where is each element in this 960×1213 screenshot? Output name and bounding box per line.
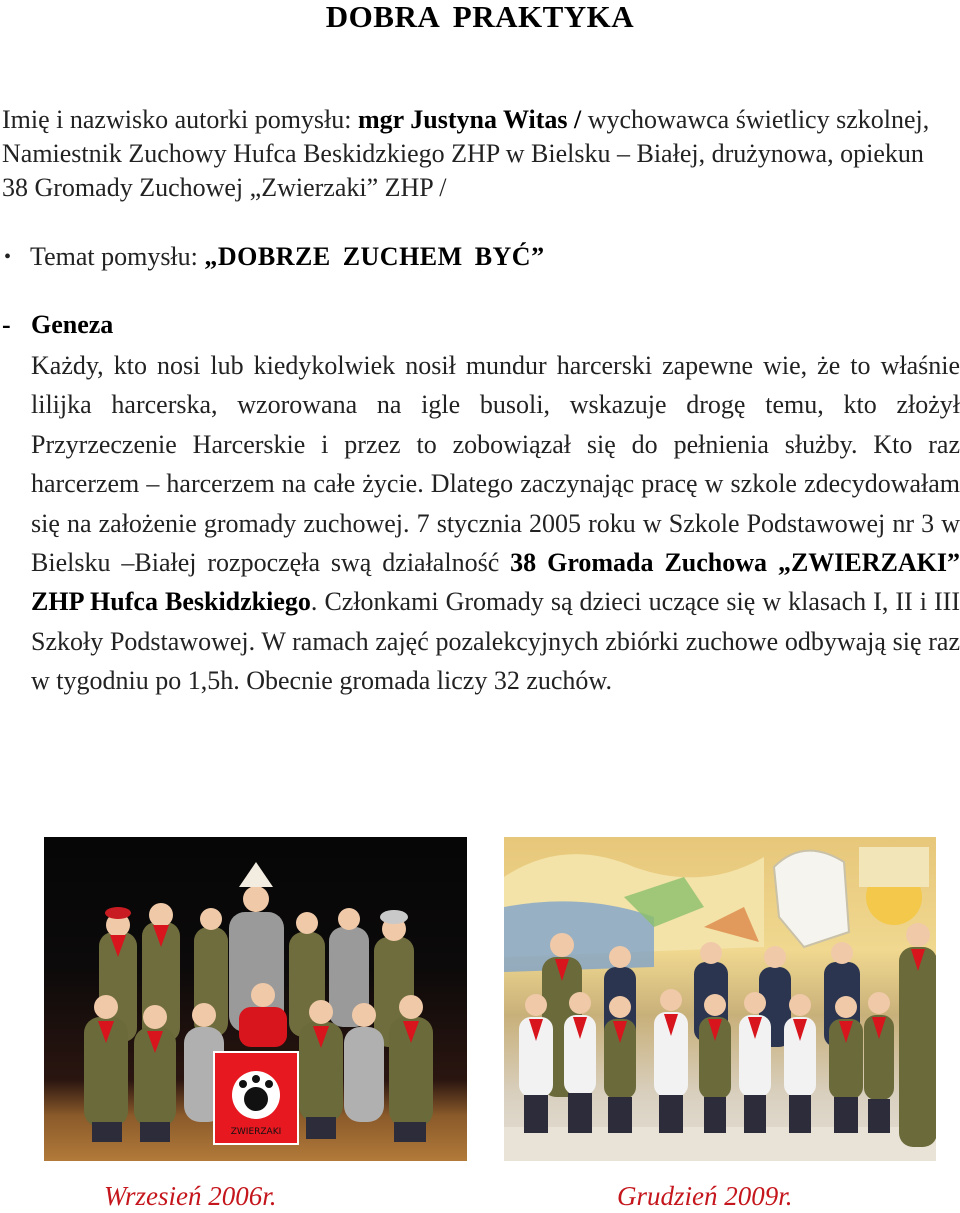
topic-value: „DOBRZE ZUCHEM BYĆ”: [204, 242, 545, 271]
group-photo-2009-illustration: [504, 837, 936, 1161]
topic-label: Temat pomysłu:: [30, 242, 205, 271]
photo-caption-2009: Grudzień 2009r.: [617, 1181, 793, 1211]
author-paragraph: [2, 103, 952, 205]
genesis-text-part1: Każdy, kto nosi lub kiedykolwiek nosił mundur harcerski zapewne wie, że to właśnie lilijka harcerska, wzorowana na igle busoli, wskazuje drogę temu, kto złożył Przyrzeczenie Harcerskie i przez to zobowiązał się do pełnienia służby. Kto raz harcerzem – harcerzem na całe życie. Dlatego zaczynając pracę w szkole zdecydowałam się na założenie gromady zuchowej. 7 stycznia 2005 roku w Szkole Podstawowej nr 3 w Bielsku –Białej rozpoczęła swą działalność: [31, 351, 960, 578]
photo-caption-2006: Wrzesień 2006r.: [104, 1181, 277, 1211]
section-heading-text: Geneza: [31, 310, 114, 339]
dash-marker: -: [2, 310, 11, 339]
section-heading: [2, 308, 113, 342]
author-label: Imię i nazwisko autorki pomysłu:: [2, 105, 359, 134]
group-photo-2009: [504, 837, 936, 1161]
sign-text: ZWIERZAKI: [230, 1127, 282, 1137]
genesis-group-name: 38 Gromada Zuchowa „ZWIERZAKI” ZHP Hufca Beskidzkiego: [31, 548, 960, 617]
topic-line: [4, 240, 944, 274]
bullet-icon: •: [4, 246, 12, 268]
page-title: DOBRA PRAKTYKA: [325, 0, 635, 34]
author-description: wychowawca świetlicy szkolnej, Namiestnik Zuchowy Hufca Beskidzkiego ZHP w Bielsku – Białej, drużynowa, opiekun 38 Gromady Zuchowej „Zwierzaki” ZHP /: [2, 105, 930, 202]
genesis-text-part2: . Członkami Gromady są dzieci uczące się w klasach I, II i III Szkoły Podstawowej. W ramach zajęć pozalekcyjnych zbiórki zuchowe odbywają się raz w tygodniu po 1,5h. Obecnie gromada liczy 32 zuchów.: [31, 587, 960, 696]
group-photo-2006: [44, 837, 467, 1161]
genesis-paragraph: [31, 346, 960, 701]
group-photo-2006-illustration: [44, 837, 467, 1161]
author-name: mgr Justyna Witas /: [358, 105, 582, 134]
